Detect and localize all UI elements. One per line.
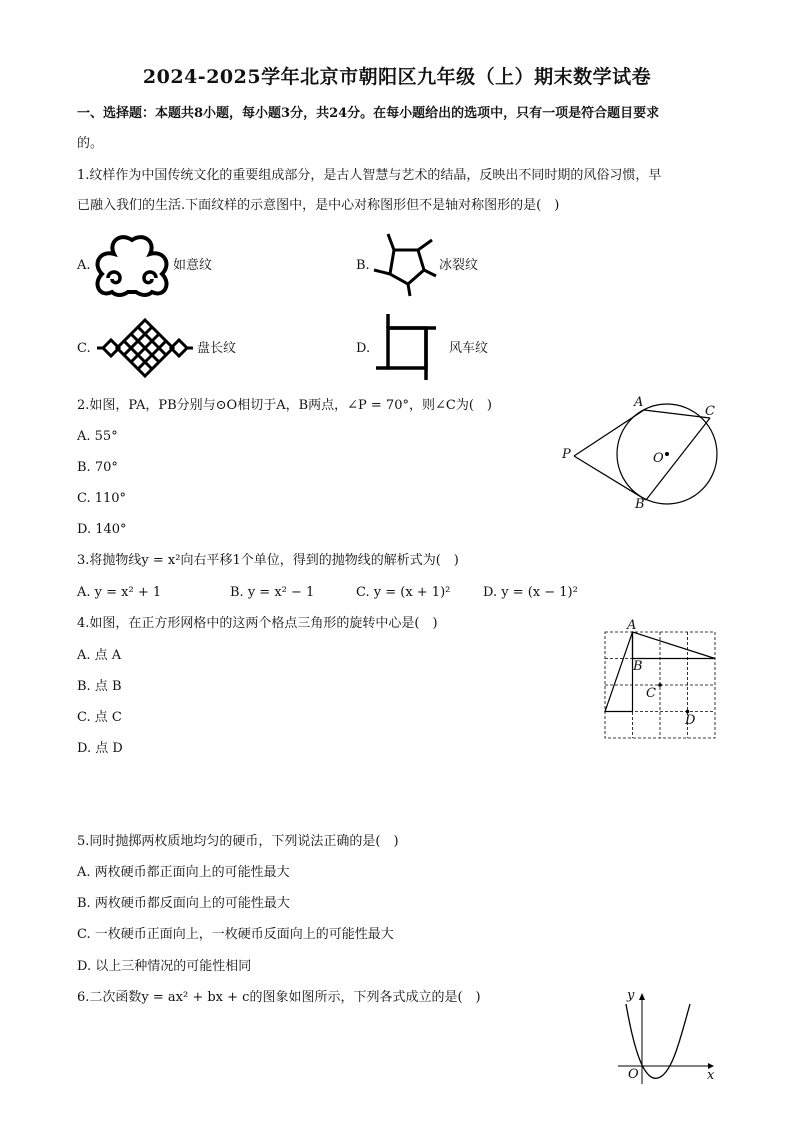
q3-option-a: A. y = x² + 1 [77,585,162,600]
q6-label-y: y [627,988,635,1003]
q5-option-d: D. 以上三种情况的可能性相同 [77,959,252,974]
exam-title: 2024-2025学年北京市朝阳区九年级（上）期末数学试卷 [142,66,652,88]
q1-option-d-label: 风车纹 [449,341,489,356]
q4-grid-triangles-figure [604,631,716,739]
q2-label-b: B [635,497,645,512]
q2-option-c: C. 110° [77,491,127,506]
q2-label-c: C [705,404,715,419]
q1-stem-line1: 1.纹样作为中国传统文化的重要组成部分，是古人智慧与艺术的结晶，反映出不同时期的风俗习惯，早 [77,168,662,183]
q6-stem: 6.二次函数y = ax² + bx + c的图象如图所示，下列各式成立的是( ) [77,990,481,1005]
endless-knot-pattern-figure [95,318,195,378]
q6-label-origin: O [628,1067,639,1082]
q1-option-d-letter: D. [356,341,371,356]
section-instruction-line2: 的。 [77,136,104,151]
q2-label-p: P [562,447,571,462]
q3-option-c: C. y = (x + 1)² [356,585,451,600]
q1-option-a-label: 如意纹 [173,258,213,273]
q4-option-d: D. 点 D [77,741,123,756]
q4-option-c: C. 点 C [77,710,122,725]
q2-option-a: A. 55° [77,429,118,444]
q2-label-o: O [653,451,664,466]
ice-crack-pattern-figure [372,234,436,296]
q4-option-b: B. 点 B [77,679,122,694]
section-instruction-line1: 一、选择题：本题共8小题，每小题3分，共24分。在每小题给出的选项中，只有一项是符合题目要求 [77,106,660,121]
ruyi-pattern-figure [92,232,172,300]
q1-option-b-label: 冰裂纹 [439,258,479,273]
q4-stem: 4.如图，在正方形网格中的这两个格点三角形的旋转中心是( ) [77,616,438,631]
q3-stem: 3.将抛物线y = x²向右平移1个单位，得到的抛物线的解析式为( ) [77,553,459,568]
q1-stem-line2: 已融入我们的生活.下面纹样的示意图中，是中心对称图形但不是轴对称图形的是( ) [77,198,560,213]
windmill-pattern-figure [374,312,438,382]
q4-label-c: C [646,686,656,701]
q2-stem: 2.如图，PA，PB分别与⊙O相切于A，B两点，∠P = 70°，则∠C为( ) [77,398,492,413]
q2-label-a: A [634,395,644,410]
q5-option-b: B. 两枚硬币都反面向上的可能性最大 [77,896,290,911]
q6-label-x: x [707,1068,715,1083]
q5-option-a: A. 两枚硬币都正面向上的可能性最大 [77,865,290,880]
q3-option-b: B. y = x² − 1 [230,585,315,600]
q3-option-d: D. y = (x − 1)² [483,585,578,600]
q1-option-c-letter: C. [77,341,91,356]
q4-label-d: D [685,713,696,728]
q4-label-b: B [633,659,643,674]
q5-stem: 5.同时抛掷两枚质地均匀的硬币，下列说法正确的是( ) [77,834,399,849]
q4-label-a: A [627,618,637,633]
q2-option-d: D. 140° [77,522,127,537]
q2-option-b: B. 70° [77,460,118,475]
q5-option-c: C. 一枚硬币正面向上，一枚硬币反面向上的可能性最大 [77,927,394,942]
q4-option-a: A. 点 A [77,648,122,663]
q1-option-a-letter: A. [77,258,91,273]
q1-option-b-letter: B. [356,258,370,273]
q1-option-c-label: 盘长纹 [197,341,237,356]
